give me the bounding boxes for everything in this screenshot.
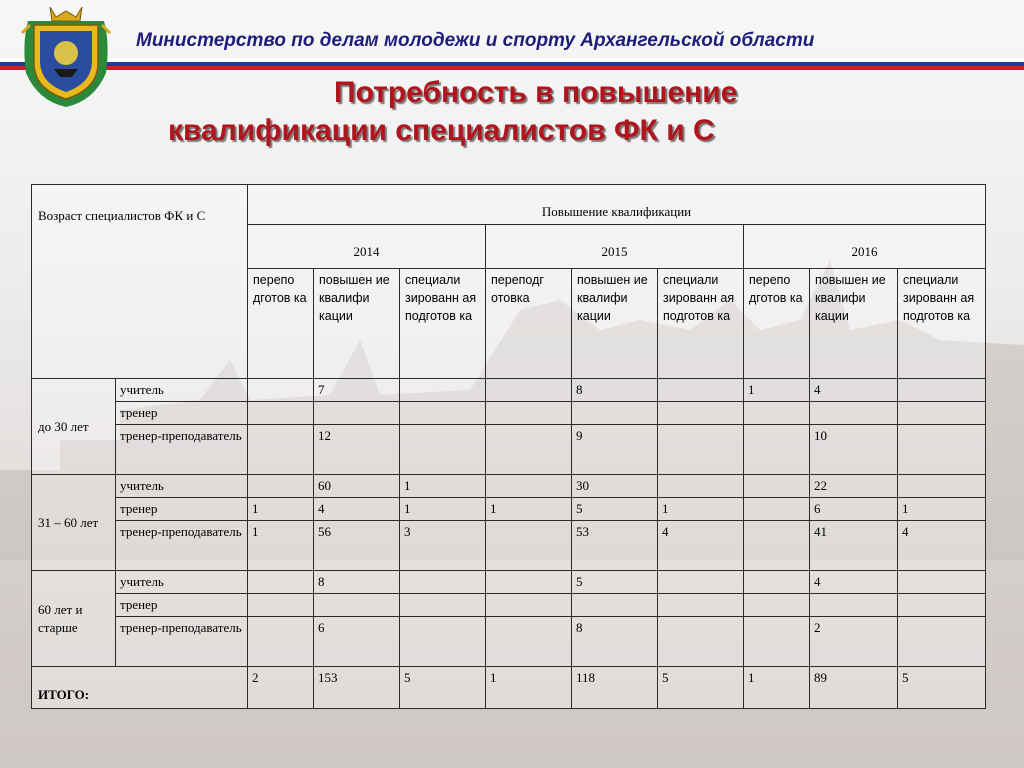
value-cell [248,425,314,475]
value-cell: 6 [810,498,898,521]
value-cell [248,379,314,402]
value-cell: 12 [314,425,400,475]
value-cell: 1 [400,475,486,498]
role-cell: учитель [116,475,248,498]
value-cell [744,594,810,617]
value-cell: 4 [898,521,986,571]
value-cell: 1 [248,498,314,521]
role-cell: тренер [116,498,248,521]
value-cell [486,475,572,498]
subcolumn-header: перепо дготов ка [744,269,810,379]
table-row [32,402,986,425]
value-cell [248,475,314,498]
value-cell [486,425,572,475]
table-row [32,379,986,402]
role-cell: тренер-преподаватель [116,425,248,475]
value-cell [248,617,314,667]
value-cell [400,594,486,617]
subcolumn-header: переподг отовка [486,269,572,379]
value-cell [658,571,744,594]
value-cell [486,594,572,617]
value-cell [486,571,572,594]
total-cell: 5 [898,667,986,709]
value-cell: 3 [400,521,486,571]
value-cell [810,402,898,425]
value-cell [314,402,400,425]
value-cell: 22 [810,475,898,498]
value-cell [248,594,314,617]
value-cell [572,594,658,617]
value-cell: 53 [572,521,658,571]
value-cell [400,571,486,594]
qualification-table [31,184,986,709]
table-row [32,498,986,521]
year-header: 2016 [744,225,986,269]
value-cell: 5 [572,571,658,594]
value-cell [898,617,986,667]
value-cell [248,402,314,425]
value-cell [658,617,744,667]
value-cell [400,379,486,402]
role-cell: учитель [116,571,248,594]
table-row [32,425,986,475]
total-cell: 89 [810,667,898,709]
value-cell: 8 [314,571,400,594]
value-cell: 1 [400,498,486,521]
value-cell: 30 [572,475,658,498]
value-cell [744,521,810,571]
value-cell [658,379,744,402]
subcolumn-header: повышен ие квалифи кации [572,269,658,379]
value-cell: 5 [572,498,658,521]
value-cell [486,402,572,425]
value-cell [572,402,658,425]
value-cell [744,498,810,521]
value-cell [400,402,486,425]
value-cell [400,425,486,475]
year-header: 2015 [486,225,744,269]
value-cell [486,379,572,402]
value-cell [744,571,810,594]
value-cell [248,571,314,594]
value-cell: 41 [810,521,898,571]
role-cell: тренер-преподаватель [116,617,248,667]
value-cell: 1 [486,498,572,521]
total-cell: 2 [248,667,314,709]
value-cell [486,521,572,571]
value-cell: 60 [314,475,400,498]
value-cell [658,594,744,617]
role-cell: тренер [116,402,248,425]
ministry-name: Министерство по делам молодежи и спорту Архангельской области [136,30,815,51]
value-cell: 9 [572,425,658,475]
value-cell [744,425,810,475]
page-title [150,74,910,150]
role-cell: тренер-преподаватель [116,521,248,571]
age-group-label: 60 лет и старше [32,571,116,667]
age-header: Возраст специалистов ФК и С [32,185,248,379]
value-cell [486,617,572,667]
value-cell [898,475,986,498]
value-cell: 8 [572,617,658,667]
age-group-label: до 30 лет [32,379,116,475]
header-row-1 [32,185,986,225]
table-row [32,594,986,617]
value-cell: 2 [810,617,898,667]
value-cell [658,402,744,425]
value-cell [898,425,986,475]
role-cell: тренер [116,594,248,617]
value-cell [400,617,486,667]
value-cell [744,475,810,498]
value-cell: 56 [314,521,400,571]
value-cell [744,617,810,667]
value-cell: 4 [314,498,400,521]
table-row [32,475,986,498]
total-cell: 1 [744,667,810,709]
subcolumn-header: повышен ие квалифи кации [810,269,898,379]
total-cell: 5 [658,667,744,709]
subcolumn-header: специали зированн ая подготов ка [898,269,986,379]
value-cell [898,571,986,594]
title-line-1: Потребность в повышение [334,76,738,109]
value-cell [810,594,898,617]
value-cell: 1 [248,521,314,571]
value-cell: 1 [898,498,986,521]
totals-row [32,667,986,709]
value-cell: 4 [810,379,898,402]
total-cell: 1 [486,667,572,709]
value-cell [898,402,986,425]
value-cell: 10 [810,425,898,475]
total-label: ИТОГО: [32,667,248,709]
age-group-label: 31 – 60 лет [32,475,116,571]
value-cell: 1 [744,379,810,402]
group-header: Повышение квалификации [248,185,986,225]
table-row [32,571,986,594]
table-row [32,617,986,667]
coat-of-arms-emblem [20,3,112,109]
title-line-2: квалификации специалистов ФК и С [168,114,715,147]
value-cell [658,425,744,475]
flag-stripes [0,58,1024,70]
value-cell [898,379,986,402]
value-cell [658,475,744,498]
year-header: 2014 [248,225,486,269]
subcolumn-header: перепо дготов ка [248,269,314,379]
value-cell: 4 [658,521,744,571]
total-cell: 5 [400,667,486,709]
value-cell: 7 [314,379,400,402]
value-cell [314,594,400,617]
value-cell: 4 [810,571,898,594]
subcolumn-header: специали зированн ая подготов ка [658,269,744,379]
table-row [32,521,986,571]
total-cell: 153 [314,667,400,709]
value-cell [898,594,986,617]
value-cell: 1 [658,498,744,521]
value-cell: 6 [314,617,400,667]
role-cell: учитель [116,379,248,402]
subcolumn-header: специали зированн ая подготов ка [400,269,486,379]
subcolumn-header: повышен ие квалифи кации [314,269,400,379]
total-cell: 118 [572,667,658,709]
value-cell [744,402,810,425]
value-cell: 8 [572,379,658,402]
